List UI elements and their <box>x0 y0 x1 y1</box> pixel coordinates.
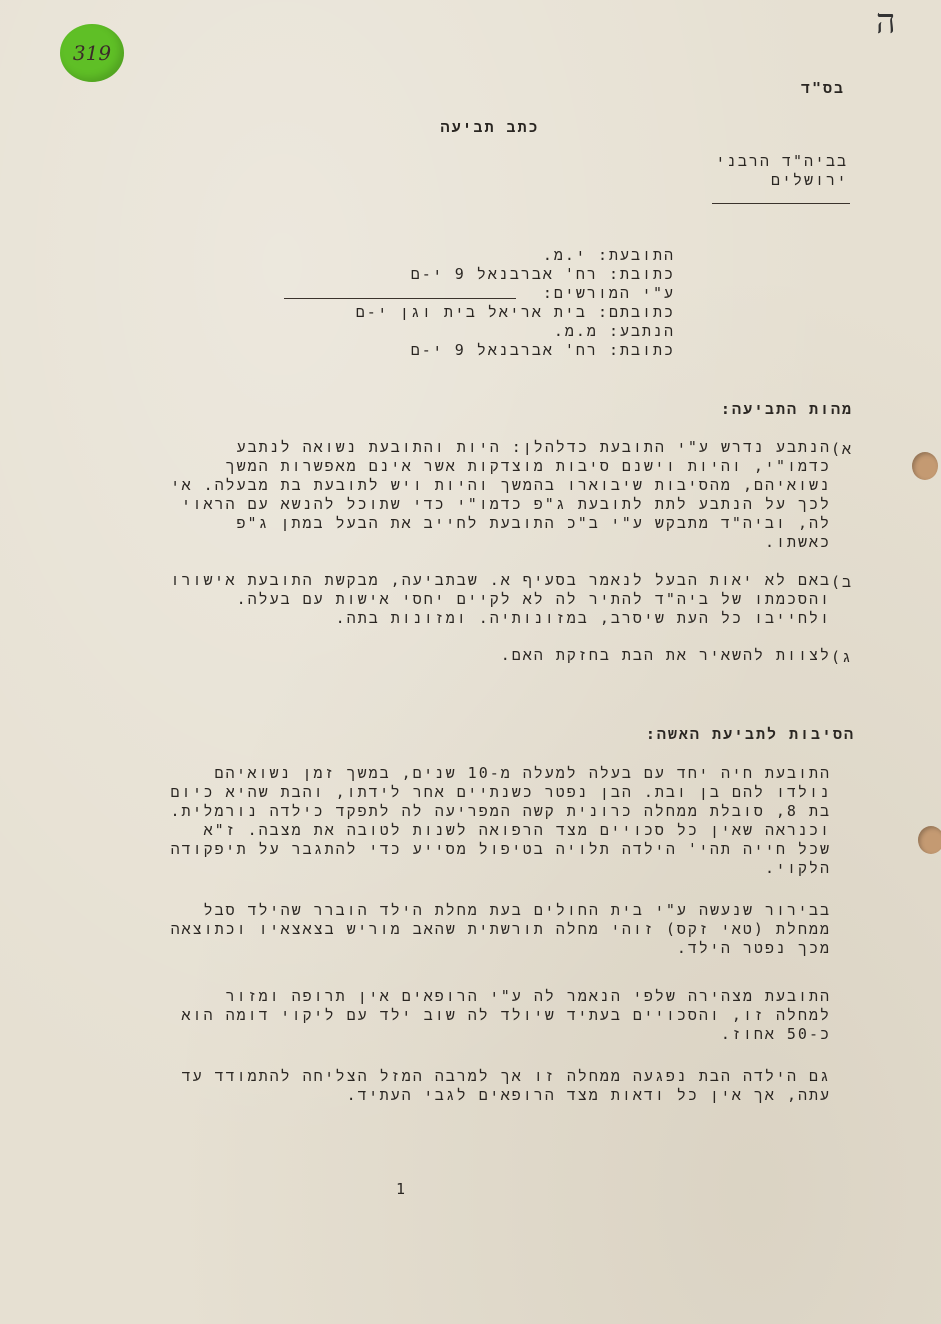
text-line: גם הילדה הבת נפגעה ממחלה זו אך למרבה המזל הצליחה להתמודד עד <box>181 1067 831 1085</box>
punch-hole-bottom <box>918 826 941 854</box>
bsd-header: בס"ד <box>800 79 845 97</box>
text-line: לצוות להשאיר את הבת בחזקת האם. <box>500 646 831 664</box>
claim-heading: מהות התביעה: <box>720 400 853 418</box>
text-line: התובעת חיה יחד עם בעלה למעלה מ-10 שנים, במשך זמן נשואיהם <box>214 764 831 782</box>
claim-item-text <box>131 571 831 628</box>
party-line: כתובת: רח' אברבנאל 9 י-ם <box>410 265 675 283</box>
page-number-sticker <box>60 24 124 82</box>
text-line: נולדו להם בן ובת. הבן נפטר כשנתיים אחר לידתו, והבת שהיא כיום <box>170 783 831 801</box>
text-line: וכנראה שאין כל סכויים מצד הרפואה לשנות לטובה את מצבה. ז"א <box>203 821 831 839</box>
document-title: כתב תביעה <box>440 118 540 136</box>
text-line: מכך נפטר הילד. <box>676 939 831 957</box>
text-line: כ-50 אחוז. <box>720 1025 831 1043</box>
party-line: כתובת: רח' אברבנאל 9 י-ם <box>410 341 675 359</box>
punch-hole-top <box>912 452 938 480</box>
text-line: והסכמתו של ביה"ד להתיר לה לא לקיים יחסי אישות עם בעלה. <box>236 590 831 608</box>
court-underline <box>712 203 850 204</box>
court-name: בביה"ד הרבני <box>715 152 848 170</box>
text-line: בת 8, סובלת ממחלה כרונית קשה המפריעה לה לתפקד כילדה נורמלית. <box>170 802 831 820</box>
claim-item-text <box>131 438 831 552</box>
text-line: הנתבע נדרש ע"י התובעת כדלהלן: היות והתובעת נשואה לנתבע <box>236 438 831 456</box>
representatives-underline <box>284 298 516 299</box>
reasons-paragraph <box>131 1067 831 1105</box>
reasons-paragraph <box>131 764 831 878</box>
text-line: באם לא יאות הבעל לנאמר בסעיף א. שבתביעה, מבקשת התובעת אישורו <box>170 571 831 589</box>
text-line: ממחלת (טאי זקס) זוהי מחלה תורשתית שהאב מוריש בצאצאיו וכתוצאה <box>170 920 831 938</box>
text-line: שכל חייה תהי' הילדה תלויה בטיפול מסייע כדי להתגבר על תיפקודה <box>170 840 831 858</box>
text-line: לה, וביה"ד מתבקש ע"י ב"כ התובעת לחייב את הבעל במתן ג"פ <box>236 514 831 532</box>
claim-item-label: ג) <box>830 648 853 666</box>
claim-item-text <box>131 646 831 665</box>
text-line: כאשתו. <box>764 533 831 551</box>
party-line: כתובתם: בית אריאל בית וגן י-ם <box>355 303 675 321</box>
court-city: ירושלים <box>770 171 848 189</box>
corner-handwritten-mark: ה <box>876 2 896 42</box>
page-number: 1 <box>396 1180 408 1198</box>
claim-item-label: ב) <box>830 573 853 591</box>
party-line: ע"י המורשים: <box>542 284 675 302</box>
text-line: למחלה זו, והסכויים בעתיד שיולד לה שוב ילד עם ליקוי דומה הוא <box>181 1006 831 1024</box>
text-line: ולחייבו כל העת שיסרב, במזונותיה. ומזונות בתה. <box>335 609 831 627</box>
text-line: בבירור שנעשה ע"י בית החולים בעת מחלת הילד הוברר שהילד סבל <box>203 901 831 919</box>
reasons-paragraph <box>131 901 831 958</box>
party-line: התובעת: י.מ. <box>542 246 675 264</box>
parties-block <box>356 246 675 360</box>
reasons-heading: הסיבות לתביעת האשה: <box>645 725 855 743</box>
text-line: לכך על הנתבע לתת לתובעת ג"פ כדמו"י כדי שתוכל להנשא עם הראוי <box>181 495 831 513</box>
text-line: התובעת מצהירה שלפי הנאמר לה ע"י הרופאים אין תרופה ומזור <box>225 987 831 1005</box>
text-line: עתה, אך אין כל ודאות מצד הרופאים לגבי העתיד. <box>346 1086 831 1104</box>
party-line: הנתבע: מ.מ. <box>553 322 675 340</box>
claim-item-label: א) <box>830 440 853 458</box>
text-line: כדמו"י, והיות וישנם סיבות מוצדקות אשר אינם מאפשרות המשך <box>225 457 831 475</box>
text-line: הלקוי. <box>764 859 831 877</box>
sticker-label: 319 <box>72 41 112 65</box>
reasons-paragraph <box>131 987 831 1044</box>
text-line: נשואיהם, מהסיבות שיבוארו בהמשך והיות ויש לתובעת בת מבעלה. אי <box>170 476 831 494</box>
